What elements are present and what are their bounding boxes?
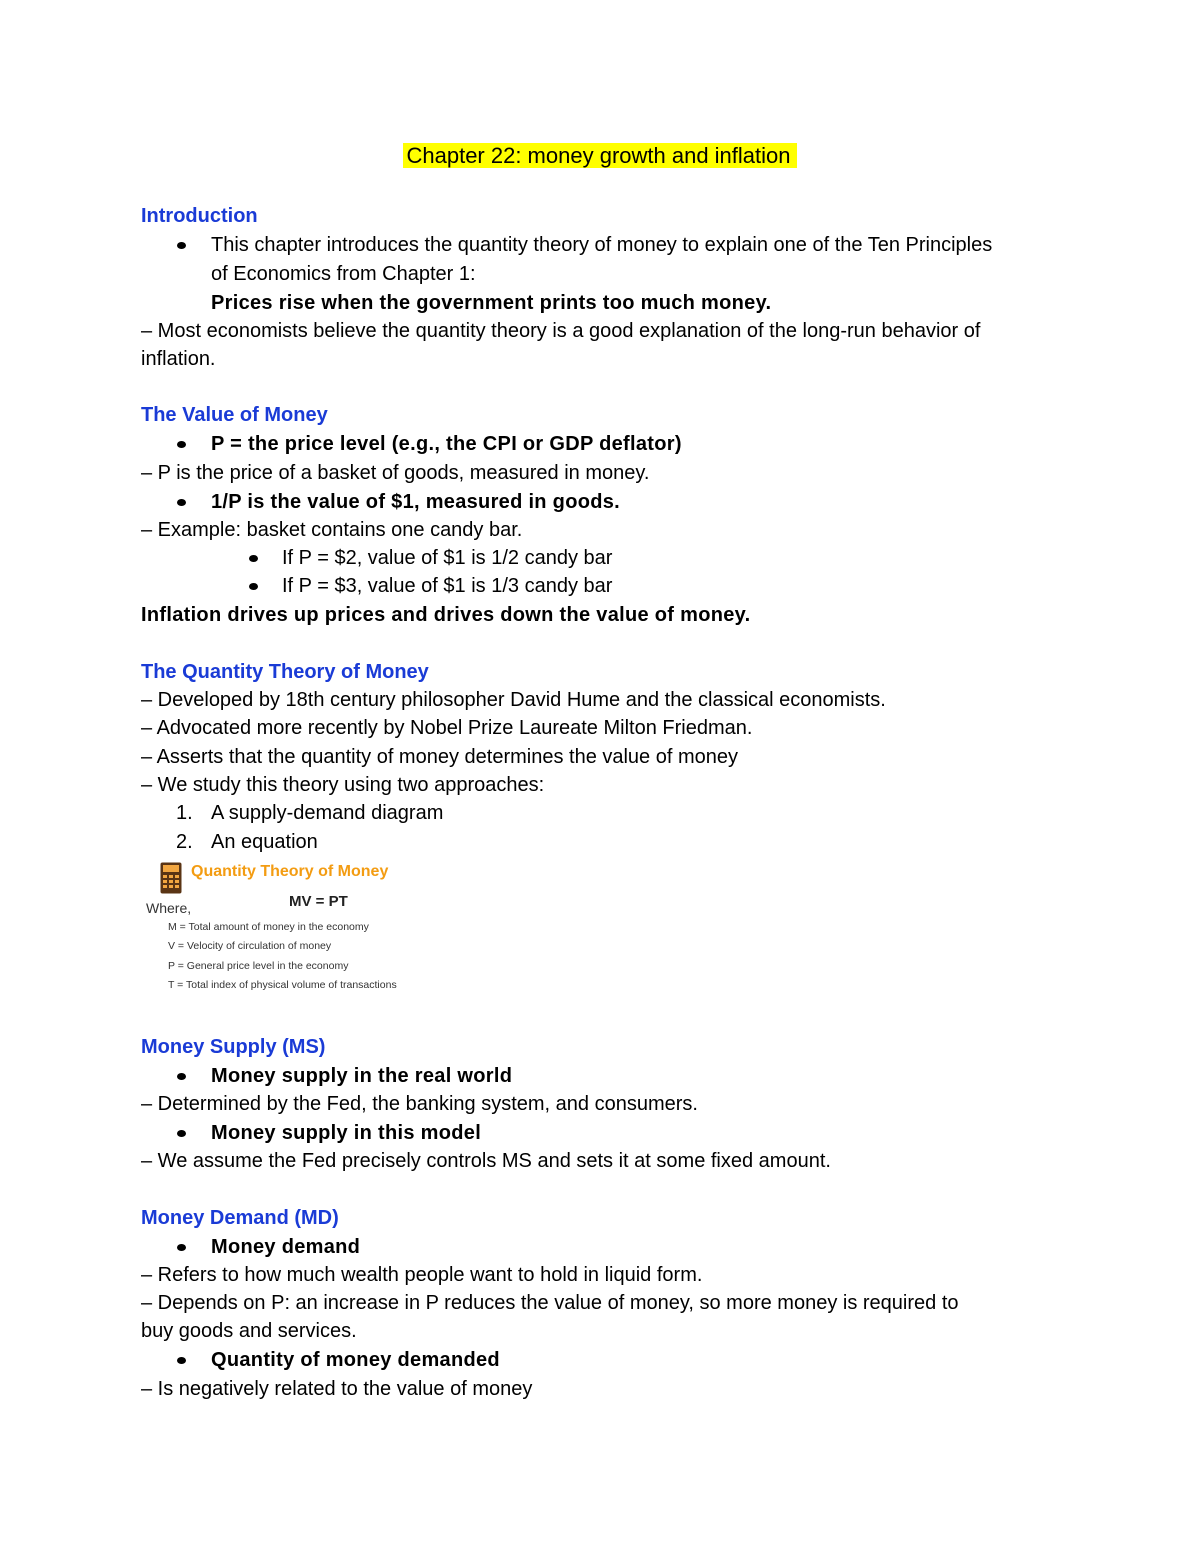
bullet-icon <box>177 1130 186 1137</box>
value-conclusion: Inflation drives up prices and drives down the value of money. <box>141 604 751 626</box>
value-bullet-1: P = the price level (e.g., the CPI or GDP deflator) <box>211 433 682 455</box>
intro-bold-statement: Prices rise when the government prints too much money. <box>211 292 772 314</box>
ms-heading: Money Supply (MS) <box>141 1036 326 1058</box>
value-dash-2: – Example: basket contains one candy bar. <box>141 519 523 541</box>
ms-dash-1: – Determined by the Fed, the banking system, and consumers. <box>141 1093 698 1115</box>
qtm-dash-1: – Developed by 18th century philosopher David Hume and the classical economists. <box>141 689 886 711</box>
value-heading: The Value of Money <box>141 404 328 426</box>
list-number: 2. <box>176 831 193 853</box>
bullet-icon <box>177 1357 186 1364</box>
ms-dash-2: – We assume the Fed precisely controls MS and sets it at some fixed amount. <box>141 1150 831 1172</box>
qtm-dash-2: – Advocated more recently by Nobel Prize Laureate Milton Friedman. <box>141 717 753 739</box>
value-sub-bullet-2: If P = $3, value of $1 is 1/3 candy bar <box>282 575 613 597</box>
ms-bullet-2: Money supply in this model <box>211 1122 482 1144</box>
value-dash-1: – P is the price of a basket of goods, measured in money. <box>141 462 650 484</box>
ms-bullet-1: Money supply in the real world <box>211 1065 513 1087</box>
qtm-heading: The Quantity Theory of Money <box>141 661 429 683</box>
list-number: 1. <box>176 802 193 824</box>
intro-heading: Introduction <box>141 205 258 227</box>
intro-bullet-text-cont: of Economics from Chapter 1: <box>211 263 476 285</box>
page-title <box>0 142 1200 170</box>
md-dash-1: – Refers to how much wealth people want to hold in liquid form. <box>141 1264 703 1286</box>
figure-definition: P = General price level in the economy <box>168 960 349 972</box>
bullet-icon <box>249 583 258 590</box>
bullet-icon <box>177 1073 186 1080</box>
md-bullet-1: Money demand <box>211 1236 361 1258</box>
bullet-icon <box>177 441 186 448</box>
list-item: An equation <box>211 831 318 853</box>
figure-title: Quantity Theory of Money <box>191 863 389 880</box>
md-dash-2: – Depends on P: an increase in P reduces the value of money, so more money is required to <box>141 1292 959 1314</box>
bullet-icon <box>177 242 186 249</box>
list-item: A supply-demand diagram <box>211 802 444 824</box>
value-sub-bullet-1: If P = $2, value of $1 is 1/2 candy bar <box>282 547 613 569</box>
figure-definition: T = Total index of physical volume of transactions <box>168 979 397 991</box>
md-dash-3: – Is negatively related to the value of money <box>141 1378 533 1400</box>
figure-definition: M = Total amount of money in the economy <box>168 921 369 933</box>
calculator-icon <box>160 862 182 894</box>
page-title-text: Chapter 22: money growth and inflation <box>403 143 796 168</box>
intro-dash-text: – Most economists believe the quantity theory is a good explanation of the long-run behavior of <box>141 320 981 342</box>
intro-dash-text-cont: inflation. <box>141 348 216 370</box>
figure-equation: MV = PT <box>289 893 348 910</box>
qtm-dash-4: – We study this theory using two approaches: <box>141 774 545 796</box>
bullet-icon <box>177 499 186 506</box>
bullet-icon <box>249 555 258 562</box>
md-bullet-2: Quantity of money demanded <box>211 1349 500 1371</box>
qtm-dash-3: – Asserts that the quantity of money determines the value of money <box>141 746 739 768</box>
intro-bullet-text: This chapter introduces the quantity theory of money to explain one of the Ten Principles <box>211 234 993 256</box>
figure-where: Where, <box>146 900 192 916</box>
bullet-icon <box>177 1244 186 1251</box>
md-dash-2-cont: buy goods and services. <box>141 1320 357 1342</box>
figure-definition: V = Velocity of circulation of money <box>168 940 332 952</box>
md-heading: Money Demand (MD) <box>141 1207 339 1229</box>
value-bullet-2: 1/P is the value of $1, measured in goods. <box>211 491 621 513</box>
